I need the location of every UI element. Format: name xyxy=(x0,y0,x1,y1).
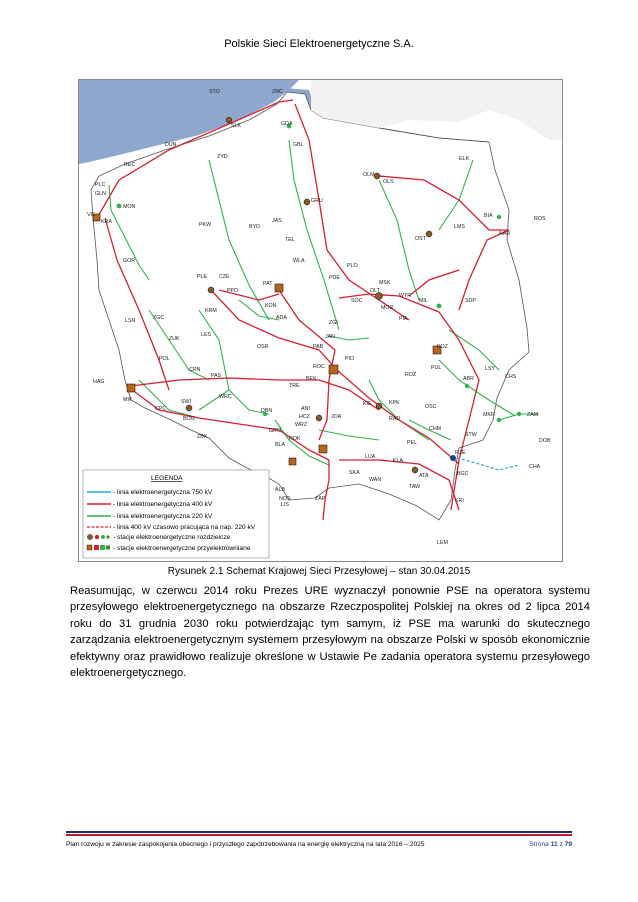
label-rad: RAD xyxy=(389,416,401,422)
footer-document-title: Plan rozwoju w zakresie zaspokojenia obecnego i przyszłego zapotrzebowania na energię elektryczną na lata 2016 – 2025 xyxy=(66,841,425,848)
label-bla: BLA xyxy=(275,442,286,448)
label-vie: VIE xyxy=(87,212,96,218)
label-mil: MIL xyxy=(419,298,428,304)
label-zgi: ZGI xyxy=(329,320,338,326)
station-ost xyxy=(426,231,432,237)
label-lua: LUA xyxy=(365,454,376,460)
label-soc: SOC xyxy=(351,298,363,304)
label-byd: BYD xyxy=(249,224,260,230)
station-zam xyxy=(497,418,501,422)
label-tel: TEL xyxy=(285,237,295,243)
label-wtr: WTR xyxy=(399,293,412,299)
station-bia xyxy=(497,215,501,219)
label-pde: PDE xyxy=(329,275,340,281)
label-mik: MIK xyxy=(123,397,133,403)
label-olm: OLM xyxy=(363,172,375,178)
line-750kv xyxy=(457,458,519,470)
label-gbl: GBL xyxy=(293,142,304,148)
label-crn: CRN xyxy=(189,367,201,373)
label-pio: PIO xyxy=(345,356,355,362)
page-number xyxy=(529,841,572,848)
label-tre: TRE xyxy=(289,383,300,389)
label-osr: OSR xyxy=(257,344,269,350)
legend-item-stations-switching: - stacje elektroenergetyczne rozdzielcze xyxy=(113,534,231,541)
label-wan: WAN xyxy=(369,477,382,483)
label-rok: ROK xyxy=(289,436,301,442)
footer-rule-red xyxy=(66,834,572,836)
station-swi xyxy=(186,405,192,411)
label-krm: KRM xyxy=(205,308,217,314)
label-pia: PIA xyxy=(399,316,408,322)
page-word: Strona xyxy=(529,841,549,848)
label-swi: SWI xyxy=(181,399,192,405)
station-slk xyxy=(226,117,232,123)
label-bgc: BGC xyxy=(457,471,469,477)
label-jas: JAS xyxy=(272,218,282,224)
station-gru xyxy=(304,199,310,205)
label-osc: OSC xyxy=(425,404,437,410)
station-alb xyxy=(289,458,296,465)
station-pat xyxy=(275,284,283,292)
page-separator: z xyxy=(559,841,563,848)
label-kie: KIE xyxy=(363,401,372,407)
footer-rule-blue xyxy=(66,831,572,833)
label-kla: KLA xyxy=(393,458,404,464)
station-osc xyxy=(465,384,469,388)
label-lms: LMS xyxy=(454,224,465,230)
label-pkw: PKW xyxy=(199,222,212,228)
legend-icon-plant-small xyxy=(106,546,110,550)
legend-item-400kv-temp: - linia 400 kV czasowo pracująca na nap. 220 kV xyxy=(113,524,256,531)
legend-item-stations-powerplant: - stacje elektroenergetyczne przyelektrowniane xyxy=(113,545,251,552)
label-jan: JAN xyxy=(325,334,336,340)
label-mkr: MKR xyxy=(483,412,495,418)
label-plo: PLO xyxy=(347,263,358,269)
label-slk: SLK xyxy=(231,123,242,129)
label-elk: ELK xyxy=(459,156,470,162)
label-pas: PAS xyxy=(211,373,222,379)
label-cha: CHA xyxy=(529,464,541,470)
label-hag: HAG xyxy=(93,379,105,385)
label-zam: ZAM xyxy=(527,412,539,418)
station-mkr xyxy=(517,412,521,416)
label-ani: ANI xyxy=(301,406,310,412)
label-ppd: PPD xyxy=(227,288,238,294)
label-kri: KRI xyxy=(455,498,464,504)
legend-icon-station-green xyxy=(101,535,105,539)
page-header: Polskie Sieci Elektroenergetyczne S.A. xyxy=(224,38,414,50)
label-zbk: ZBK xyxy=(197,434,208,440)
label-dun: DUN xyxy=(165,142,177,148)
label-taw: TAW xyxy=(409,484,421,490)
label-sdp: SDP xyxy=(465,298,476,304)
legend-icon-station-red xyxy=(95,535,99,539)
label-abr: ABR xyxy=(463,376,474,382)
label-ols: OLS xyxy=(383,179,394,185)
legend-icon-plant-large xyxy=(87,545,92,550)
station-rok xyxy=(319,445,327,453)
label-nos: NOS xyxy=(279,496,291,502)
label-roz: ROZ xyxy=(405,372,417,378)
label-cze: CZE xyxy=(219,274,230,280)
label-zuk: ZUK xyxy=(169,336,180,342)
station-kla xyxy=(412,467,418,473)
label-gru: GRU xyxy=(311,198,323,204)
legend-icon-plant-red xyxy=(94,545,99,550)
page-current: 11 xyxy=(550,841,558,848)
label-ska: SKA xyxy=(349,470,360,476)
label-cpc: CPC xyxy=(155,406,167,412)
label-pel: PEL xyxy=(407,440,418,446)
label-les: LES xyxy=(201,332,212,338)
label-zyd: ZYD xyxy=(217,154,228,160)
label-alb: ALB xyxy=(275,487,286,493)
legend-item-220kv: - linia elektroenergetyczna 220 kV xyxy=(113,513,213,520)
label-zrc: ZRC xyxy=(272,89,283,95)
label-bia: BIA xyxy=(484,213,493,219)
label-lsy: LSY xyxy=(485,366,496,372)
label-ada: ADA xyxy=(276,315,287,321)
label-koz: KOZ xyxy=(437,344,448,350)
label-kra: KRA xyxy=(101,219,112,225)
label-pul: PUL xyxy=(431,365,442,371)
transmission-network-map xyxy=(78,79,563,562)
label-msk: MSK xyxy=(379,280,391,286)
label-pat: PAT xyxy=(263,281,273,287)
station-olm xyxy=(374,173,380,179)
label-lis: LIS xyxy=(281,502,289,508)
station-roc xyxy=(329,365,338,374)
label-gln: GLN xyxy=(95,191,106,197)
legend-title: LEGENDA xyxy=(151,475,183,482)
label-ata: ATA xyxy=(419,473,429,479)
label-nar: NAR xyxy=(499,231,511,237)
label-mon: MON xyxy=(123,204,136,210)
label-kpk: KPK xyxy=(389,400,400,406)
label-bek: BEK xyxy=(306,376,317,382)
label-roc: ROC xyxy=(313,364,325,370)
label-kon: KON xyxy=(265,303,277,309)
label-gor: GOR xyxy=(123,258,136,264)
label-chm: CHM xyxy=(429,426,442,432)
label-gda: GDA xyxy=(281,121,293,127)
label-dob: DOB xyxy=(539,438,551,444)
label-olt: OLT xyxy=(370,288,380,294)
label-ros: ROS xyxy=(534,216,546,222)
map-legend xyxy=(83,470,269,558)
label-sto: STO xyxy=(209,89,220,95)
station-kie xyxy=(376,403,382,409)
label-dbn: DBN xyxy=(261,408,273,414)
station-ple xyxy=(208,287,214,293)
station-mik xyxy=(127,384,135,392)
label-wrc: WRC xyxy=(219,394,232,400)
label-plc: PLC xyxy=(95,182,106,188)
label-zap: ZAP xyxy=(315,496,326,502)
label-chs: CHS xyxy=(505,374,517,380)
label-rze: RZE xyxy=(455,450,466,456)
legend-item-750kv: - linia elektroenergetyczna 750 kV xyxy=(113,489,213,496)
legend-item-400kv: - linia elektroenergetyczna 400 kV xyxy=(113,501,213,508)
label-zgc: ZGC xyxy=(153,315,165,321)
figure-caption: Rysunek 2.1 Schemat Krajowej Sieci Przesyłowej – stan 30.04.2015 xyxy=(167,566,471,577)
legend-icon-station-small xyxy=(106,535,109,538)
label-ple: PLE xyxy=(197,274,208,280)
station-mil xyxy=(437,304,442,309)
label-pab: PAB xyxy=(313,344,324,350)
label-stw: STW xyxy=(465,432,477,438)
body-paragraph: Reasumując, w czerwcu 2014 roku Prezes URE wyznaczył ponownie PSE na operatora systemu przesyłowego elektroenergetycznego na obszarze Rzeczpospolitej Polskiej na okres od 2 lipca 2014 roku do 31 grudnia 2030 roku potwierdzając tym samym, iż PSE ma warunki do skutecznego zarządzania elektroenergetycznym systemem przesyłowym na obszarze Polski w sposób ekonomicznie efektywny oraz prawidłowo realizuje określone w Ustawie Pe zadania operatora systemu przesyłowego elektroenergetycznego. xyxy=(70,585,590,680)
label-hcz: HCZ xyxy=(299,414,310,420)
label-wrz: WRZ xyxy=(295,422,308,428)
label-wla: WLA xyxy=(293,258,305,264)
legend-icon-station-large xyxy=(87,534,92,539)
label-pol: POL xyxy=(159,356,170,362)
label-lem: LEM xyxy=(437,540,448,546)
label-gro: GRO xyxy=(269,428,282,434)
label-lsn: LSN xyxy=(125,318,136,324)
label-ost: OST xyxy=(415,236,426,242)
legend-icon-plant-green xyxy=(100,545,105,550)
station-joa xyxy=(316,415,322,421)
page-total: 79 xyxy=(564,841,572,848)
station-mon xyxy=(117,204,122,209)
label-rec: REC xyxy=(124,162,136,168)
label-bog: BOG xyxy=(183,416,195,422)
label-mor: MOR xyxy=(381,305,394,311)
label-joa: JOA xyxy=(331,414,342,420)
